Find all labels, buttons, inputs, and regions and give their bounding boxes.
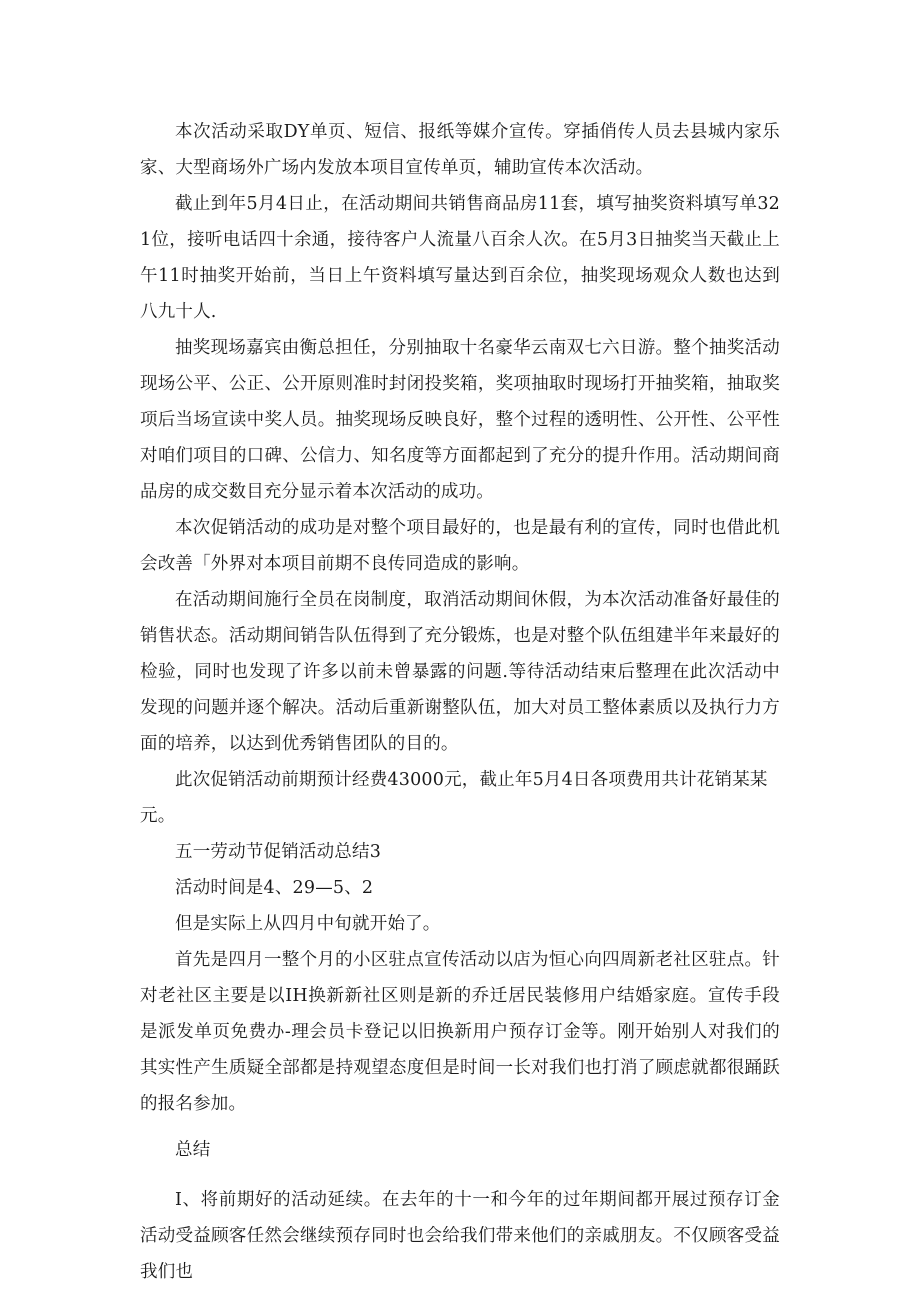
paragraph-media-promotion: 本次活动采取DY单页、短信、报纸等媒介宣传。穿插俏传人员去县城内家乐家、大型商场外广场内发放本项目宣传单页，辅助宣传本次活动。 [140,122,780,178]
paragraph-actual-start: 但是实际上从四月中旬就开始了。 [175,914,441,934]
paragraph-promotion-success: 本次促销活动的成功是对整个项目最好的，也是最有利的宣传，同时也借此机会改善「外界对本项目前期不良传同造成的影响。 [140,518,780,574]
paragraph-sales-figures: 截止到年5月4日止，在活动期间共销售商品房11套，填写抽奖资料填写单321位，接听电话四十余通，接待客户人流量八百余人次。在5月3日抽奖当天截止上午11时抽奖开始前，当日上午资料填写量达到百余位，抽奖现场观众人数也达到八九十人. [140,194,780,322]
paragraph-summary-point-1: I、将前期好的活动延续。在去年的十一和今年的过年期间都开展过预存订金活动受益顾客任然会继续预存同时也会给我们带来他们的亲戚朋友。不仅顾客受益我们也 [140,1190,780,1282]
paragraph-event-dates: 活动时间是4、29—5、2 [175,878,374,898]
paragraph-lottery-event: 抽奖现场嘉宾由衡总担任，分别抽取十名豪华云南双七六日游。整个抽奖活动现场公平、公正、公开原则准时封闭投奖箱，奖项抽取时现场打开抽奖箱，抽取奖项后当场宣读中奖人员。抽奖现场反映良好，整个过程的透明性、公开性、公平性对咱们项目的口碑、公信力、知名度等方面都起到了充分的提升作用。活动期间商品房的成交数目充分显示着本次活动的成功。 [140,338,780,502]
paragraph-community-campaign: 首先是四月一整个月的小区驻点宣传活动以店为恒心向四周新老社区驻点。针对老社区主要是以IH换新新社区则是新的乔迁居民装修用户结婚家庭。宣传手段是派发单页免费办-理会员卡登记以旧换新用户预存订金等。刚开始别人对我们的其实性产生质疑全部都是持观望态度但是时间一长对我们也打消了顾虑就都很踊跃的报名参加。 [140,950,780,1114]
section-title: 五一劳动节促销活动总结3 [175,842,382,862]
paragraph-staff-policy: 在活动期间施行全员在岗制度，取消活动期间休假，为本次活动准备好最佳的销售状态。活动期间销告队伍得到了充分锻炼，也是对整个队伍组建半年来最好的检验，同时也发现了许多以前未曾暴露的问题.等待活动结束后整理在此次活动中发现的问题并逐个解决。活动后重新谢整队伍，加大对员工整体素质以及执行力方面的培养，以达到优秀销售团队的目的。 [140,590,780,754]
document-body [140,114,780,1290]
paragraph-budget: 此次促销活动前期预计经费43000元，截止年5月4日各项费用共计花销某某元。 [140,770,768,826]
summary-heading: 总结 [175,1140,211,1160]
